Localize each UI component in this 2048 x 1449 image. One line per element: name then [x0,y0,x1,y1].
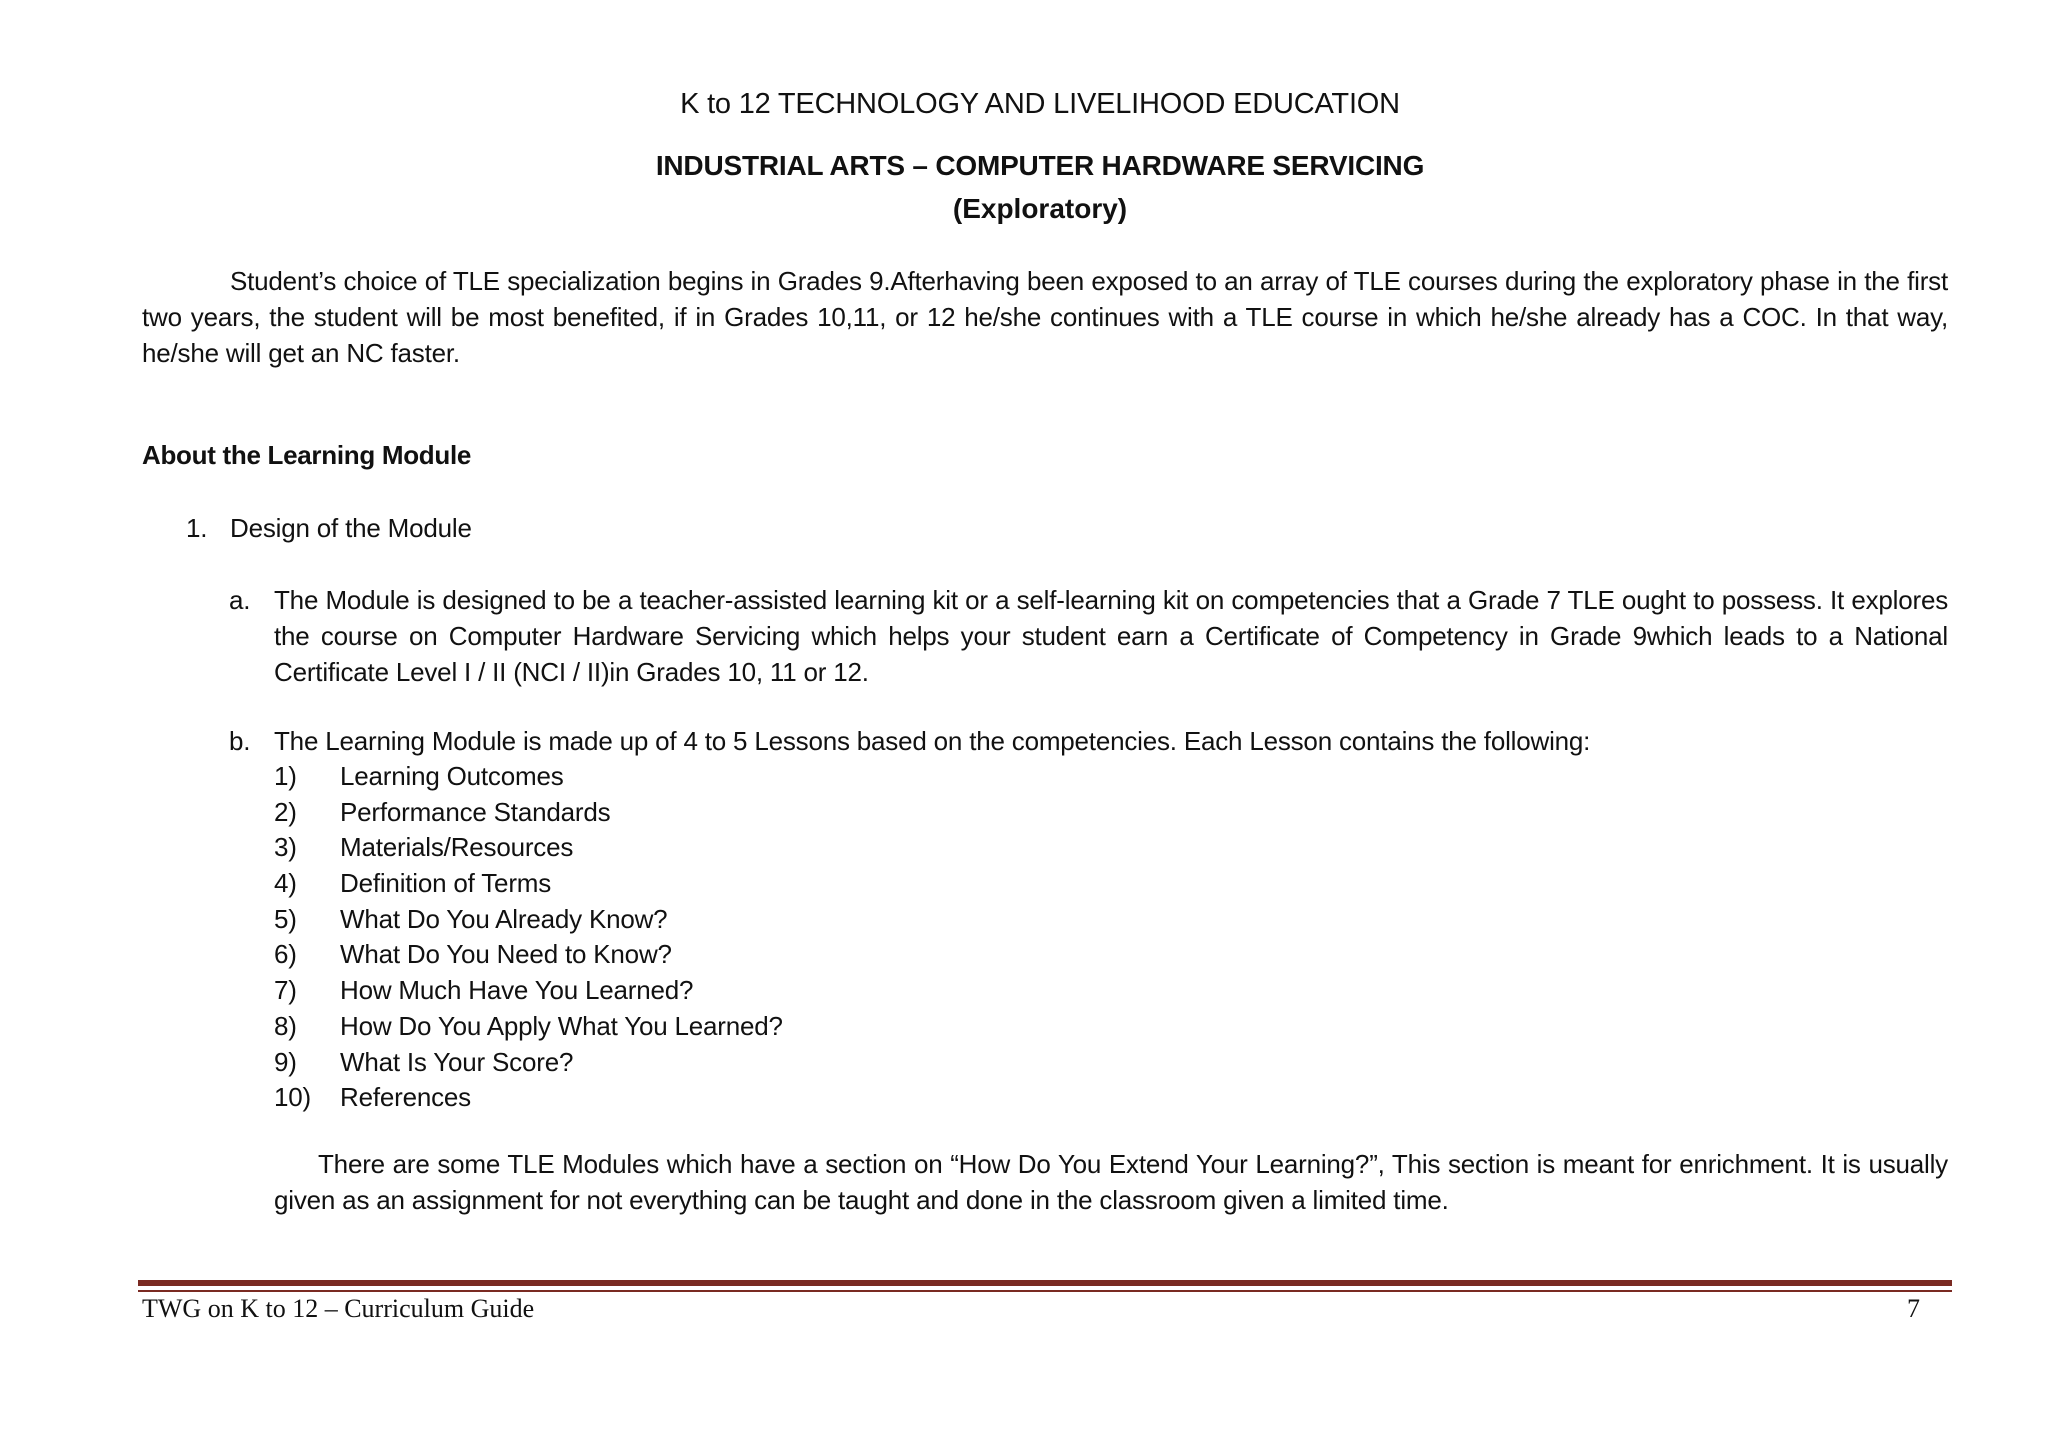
numbered-item [186,513,472,544]
list-item [274,973,783,1009]
list-number: 1) [274,761,297,791]
item-b-text: The Learning Module is made up of 4 to 5 Lessons based on the competencies. Each Lesson contains the following: [274,726,1591,756]
item-label: Design of the Module [230,513,472,543]
list-number: 6) [274,939,297,970]
intro-paragraph [142,263,1948,371]
list-number: 2) [274,796,297,827]
list-label: What Do You Need to Know? [340,939,672,970]
list-item [274,795,783,831]
closing-text: There are some TLE Modules which have a section on “How Do You Extend Your Learning?”, This section is meant for enrichment. It is usually given as an assignment for not everything can be taught and done in the classroom given a limited time. [274,1149,1948,1215]
page-number: 7 [1907,1294,1920,1323]
item-number: 1. [186,513,208,543]
document-note: (Exploratory) [952,193,1128,224]
list-item [274,1045,783,1081]
footer-text: TWG on K to 12 – Curriculum Guide [142,1294,535,1323]
item-a-text: The Module is designed to be a teacher-assisted learning kit or a self-learning kit on competencies that a Grade 7 TLE ought to possess. It explores the course on Computer Hardware Servicing which helps your student earn a Certificate of Competency in Grade 9which leads to a National Certificate Level I / II (NCI / II)in Grades 10, 11 or 12. [274,585,1948,687]
list-item [274,1009,783,1045]
item-a-marker: a. [229,585,251,615]
document-title: K to 12 TECHNOLOGY AND LIVELIHOOD EDUCATION [680,88,1400,120]
section-heading: About the Learning Module [142,440,472,470]
list-number: 10) [274,1082,311,1113]
list-item-a [229,582,1948,690]
item-b-marker: b. [229,726,251,756]
list-label: References [340,1082,471,1113]
list-label: Learning Outcomes [340,761,564,791]
list-item [274,902,783,938]
footer-rule-thin [138,1290,1952,1292]
list-number: 5) [274,903,297,934]
list-label: How Much Have You Learned? [340,975,694,1006]
list-number: 3) [274,832,297,863]
intro-text: Student’s choice of TLE specialization begins in Grades 9.Afterhaving been exposed to an array of TLE courses during the exploratory phase in the first two years, the student will be most benefited, if in Grades 10,11, or 12 he/she continues with a TLE course in which he/she already has a COC. In that way, he/she will get an NC faster. [142,266,1948,368]
list-number: 9) [274,1046,297,1077]
list-item-b [229,723,1948,759]
list-item [274,830,783,866]
list-number: 7) [274,975,297,1006]
list-label: What Do You Already Know? [340,903,668,934]
list-number: 4) [274,868,297,899]
list-label: Definition of Terms [340,868,552,899]
closing-paragraph [274,1146,1948,1218]
lesson-components-list [274,759,783,1116]
list-label: Materials/Resources [340,832,574,863]
list-item [274,866,783,902]
list-number: 8) [274,1010,297,1041]
document-subtitle: INDUSTRIAL ARTS – COMPUTER HARDWARE SERVICING [655,150,1425,181]
list-item [274,1080,783,1116]
footer-rule [138,1280,1952,1286]
list-item [274,759,783,795]
list-item [274,937,783,973]
list-label: Performance Standards [340,796,611,827]
list-label: How Do You Apply What You Learned? [340,1010,783,1041]
list-label: What Is Your Score? [340,1046,574,1077]
